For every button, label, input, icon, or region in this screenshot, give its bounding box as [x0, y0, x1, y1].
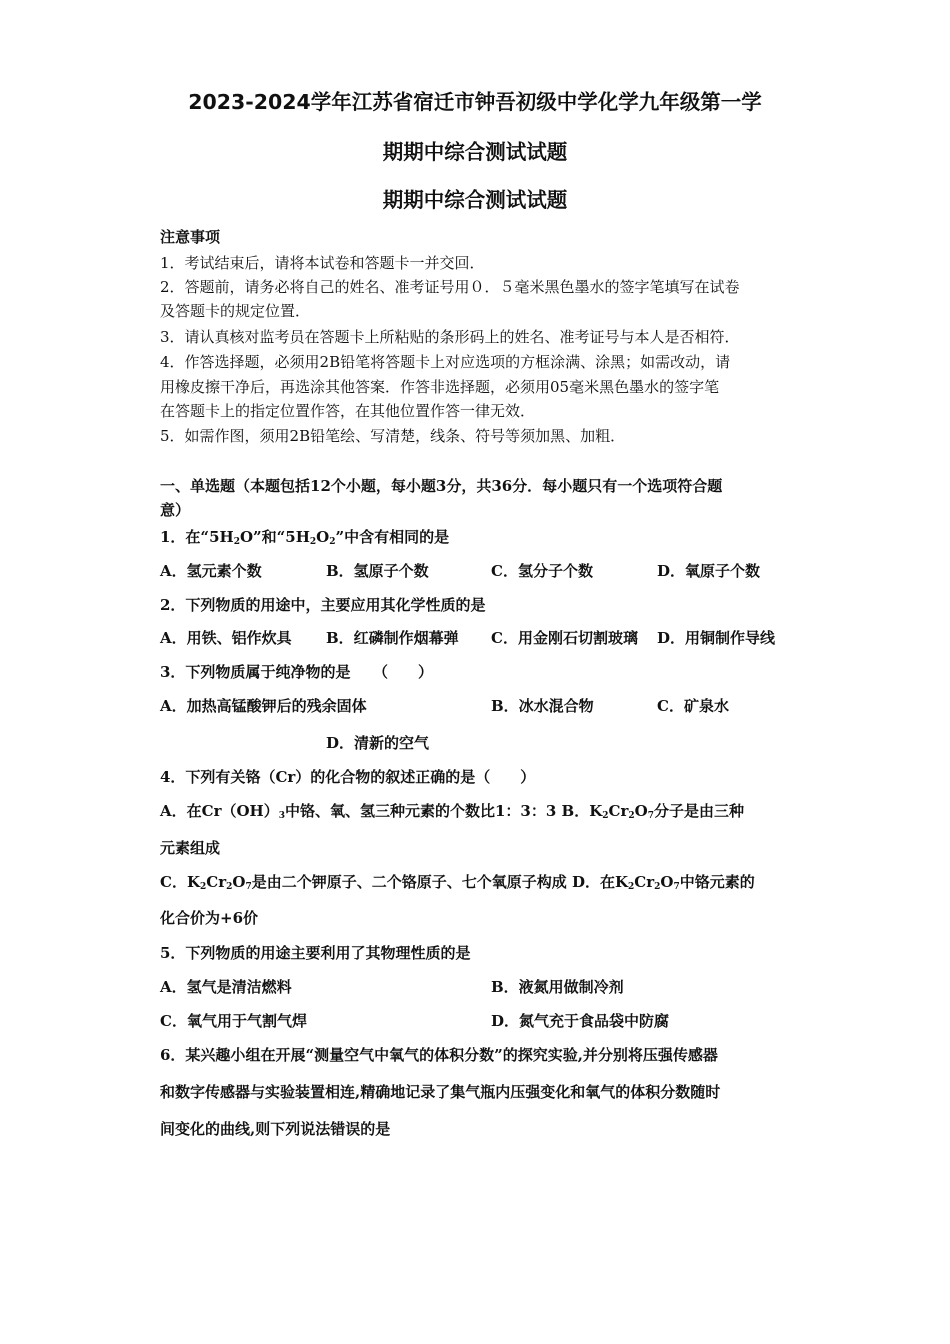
section-heading: 一、单选题（本题包括12个小题，每小题3分，共36分．每小题只有一个选项符合题 — [160, 477, 723, 495]
question-1-option-d: D．氧原子个数 — [657, 562, 761, 580]
notice-item: 用橡皮擦干净后，再选涂其他答案．作答非选择题，必须用05毫米黑色墨水的签字笔 — [160, 378, 720, 396]
question-6-stem-line: 6．某兴趣小组在开展“测量空气中氧气的体积分数”的探究实验,并分别将压强传感器 — [160, 1046, 718, 1064]
exam-title-line-3: 期期中综合测试试题 — [382, 188, 568, 212]
question-2-stem: 2．下列物质的用途中，主要应用其化学性质的是 — [160, 596, 486, 614]
question-1-option-c: C．氢分子个数 — [491, 562, 593, 580]
question-4-option-b: B．$K_2Cr_2O_7$分子是由三种 — [561, 802, 744, 821]
notice-item: 3．请认真核对监考员在答题卡上所粘贴的条形码上的姓名、准考证号与本人是否相符． — [160, 328, 740, 346]
question-3-option-a: A．加热高锰酸钾后的残余固体 — [160, 697, 367, 715]
question-6-stem-line: 间变化的曲线,则下列说法错误的是 — [160, 1120, 391, 1138]
question-2-option-a: A．用铁、铝作炊具 — [160, 629, 292, 647]
question-2-option-d: D．用铜制作导线 — [657, 629, 776, 647]
notice-item: 2．答题前，请务必将自己的姓名、准考证号用０．５毫米黑色墨水的签字笔填写在试卷 — [160, 278, 740, 296]
section-heading-cont: 意） — [160, 501, 191, 519]
question-5-option-a: A．氢气是清洁燃料 — [160, 978, 292, 996]
question-6-stem-line: 和数字传感器与实验装置相连,精确地记录了集气瓶内压强变化和氧气的体积分数随时 — [160, 1083, 721, 1101]
notice-item: 5．如需作图，须用2B铅笔绘、写清楚，线条、符号等须加黑、加粗． — [160, 427, 626, 445]
question-1-stem: 1．在“$5H_2O$”和“$5H_2O_2$”中含有相同的是 — [160, 528, 450, 547]
question-2-option-b: B．红磷制作烟幕弹 — [326, 629, 459, 647]
question-4-option-b-cont: 元素组成 — [160, 839, 221, 857]
question-1-option-b: B．氢原子个数 — [326, 562, 429, 580]
question-2-option-c: C．用金刚石切割玻璃 — [491, 629, 638, 647]
question-4-option-a: A．在$Cr(OH)_3$中铬、氧、氢三种元素的个数比1：3：3 — [160, 802, 557, 821]
question-4-option-c: C．$K_2Cr_2O_7$是由二个钾原子、二个铬原子、七个氧原子构成 — [160, 873, 567, 892]
question-5-option-c: C．氧气用于气割气焊 — [160, 1012, 307, 1030]
question-4-options-ab — [160, 801, 744, 821]
question-5-option-b: B．液氮用做制冷剂 — [491, 978, 624, 996]
question-4-options-cd — [160, 872, 755, 892]
question-3-stem: 3．下列物质属于纯净物的是 （ ） — [160, 663, 433, 681]
notice-item: 1．考试结束后，请将本试卷和答题卡一并交回． — [160, 254, 485, 272]
question-5-option-d: D．氮气充于食品袋中防腐 — [491, 1012, 670, 1030]
question-4-option-d-cont: 化合价为+6价 — [160, 909, 259, 927]
question-4-option-d: D．在$K_2Cr_2O_7$中铬元素的 — [571, 873, 755, 892]
question-3-option-b: B．冰水混合物 — [491, 697, 594, 715]
question-4-stem: 4．下列有关铬（Cr）的化合物的叙述正确的是（ ） — [160, 768, 536, 786]
notice-item: 4．作答选择题，必须用2B铅笔将答题卡上对应选项的方框涂满、涂黑；如需改动，请 — [160, 353, 731, 371]
notice-heading: 注意事项 — [160, 228, 221, 246]
question-3-option-c: C．矿泉水 — [657, 697, 729, 715]
exam-title-line-1: 2023-2024学年江苏省宿迁市钟吾初级中学化学九年级第一学 — [188, 90, 762, 114]
notice-item: 在答题卡上的指定位置作答，在其他位置作答一律无效． — [160, 402, 536, 420]
notice-item: 及答题卡的规定位置． — [160, 302, 311, 320]
question-1-option-a: A．氢元素个数 — [160, 562, 262, 580]
exam-title-line-2: 期期中综合测试试题 — [382, 140, 568, 164]
question-3-option-d: D．清新的空气 — [326, 734, 430, 752]
question-5-stem: 5．下列物质的用途主要利用了其物理性质的是 — [160, 944, 471, 962]
